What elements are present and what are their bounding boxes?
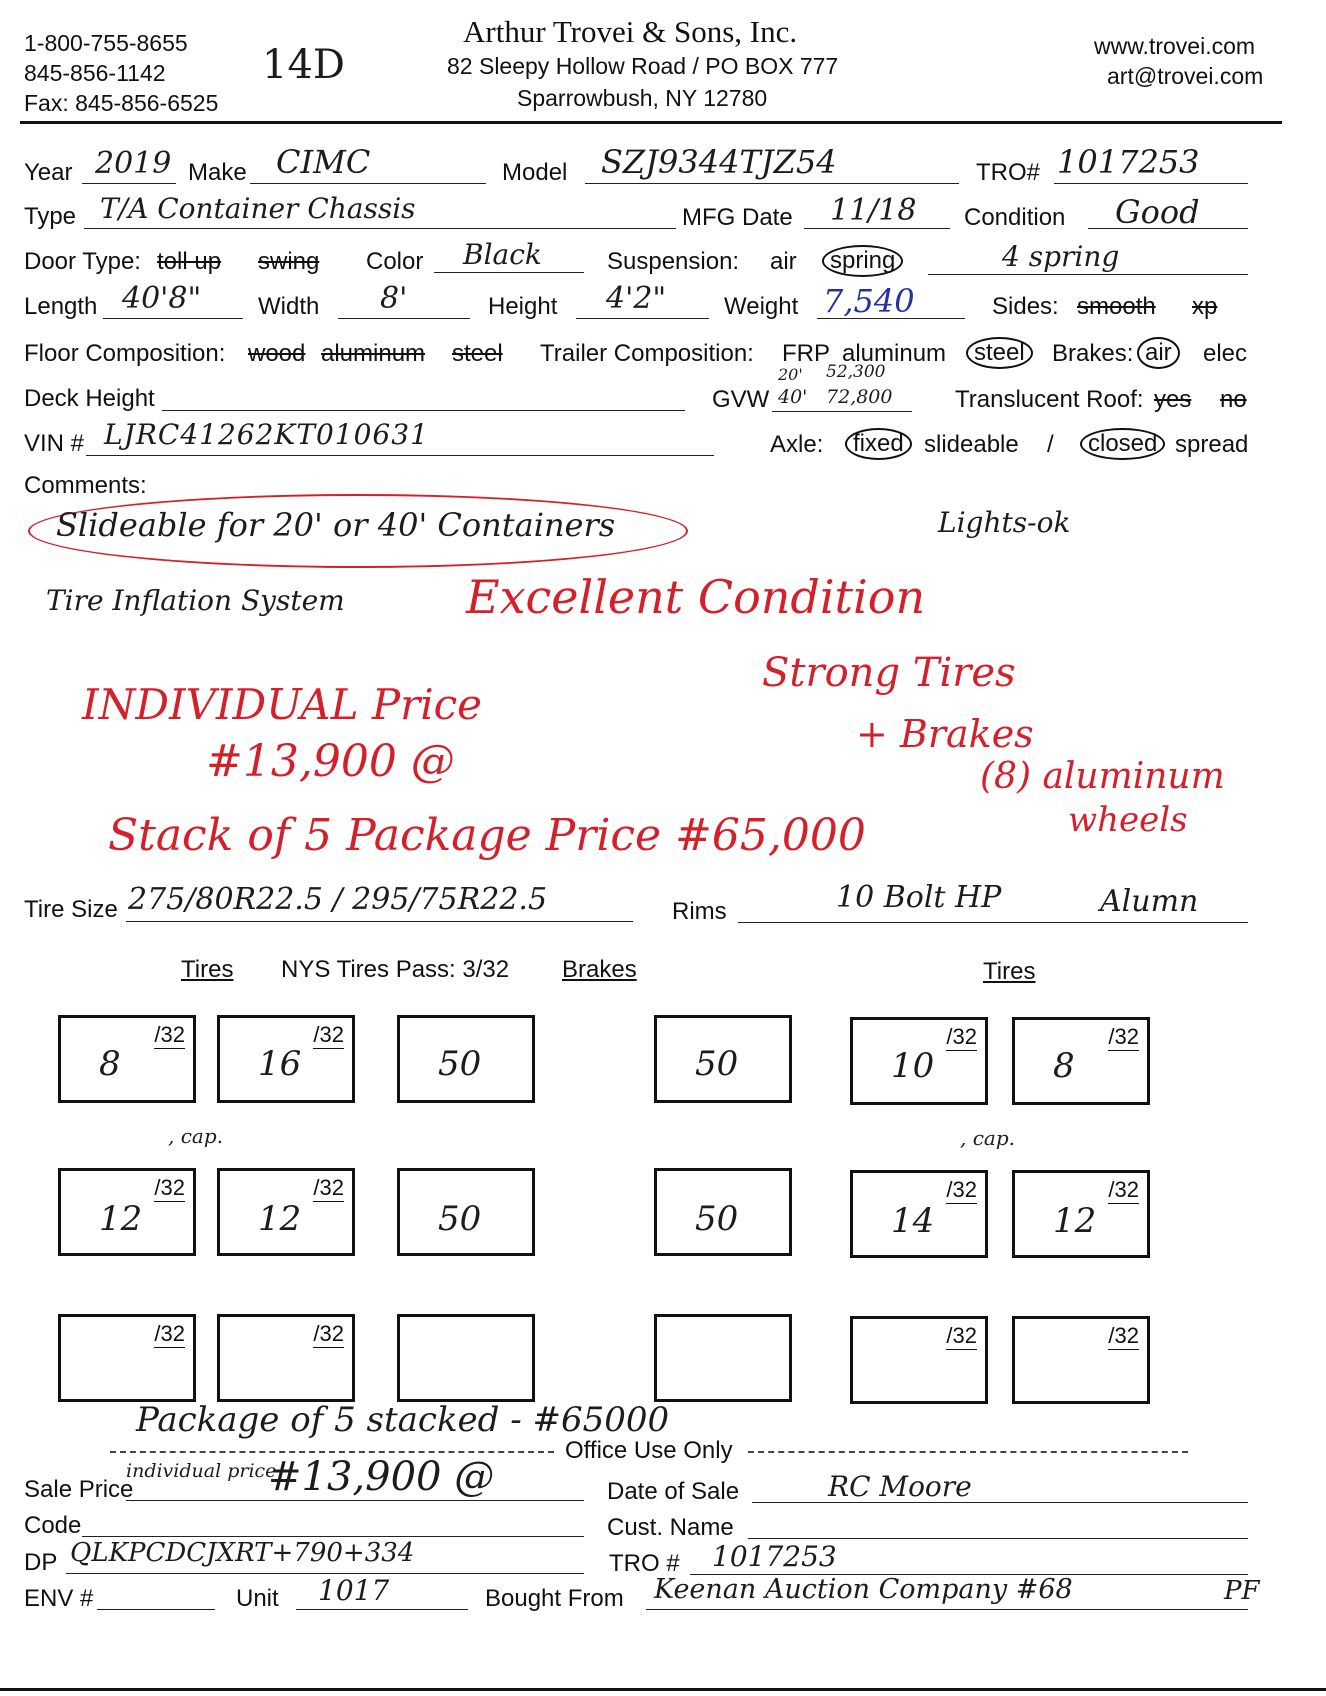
comment-tire-inflation: Tire Inflation System bbox=[46, 584, 345, 617]
company-name: Arthur Trovei & Sons, Inc. bbox=[463, 14, 798, 49]
tire-box: /32 bbox=[58, 1314, 196, 1402]
sides-option-xp: xp bbox=[1192, 293, 1218, 320]
door-option-toll-up: toll up bbox=[157, 248, 222, 275]
gvw-40-value: 72,800 bbox=[826, 386, 893, 408]
comment-strong-tires: Strong Tires bbox=[762, 650, 1016, 696]
floor-option-steel: steel bbox=[452, 340, 503, 367]
height-value: 4'2" bbox=[606, 281, 667, 316]
tro-value: 1017253 bbox=[1057, 143, 1200, 181]
tire-box: /32 16 bbox=[217, 1015, 355, 1103]
year-label: Year bbox=[24, 159, 73, 186]
dp-value: QLKPCDCJXRT+790+334 bbox=[70, 1538, 415, 1568]
brake-box: 50 bbox=[654, 1015, 792, 1103]
office-use-label: Office Use Only bbox=[565, 1437, 733, 1464]
comment-brakes: + Brakes bbox=[856, 712, 1034, 756]
trailer-option-steel: steel bbox=[966, 337, 1033, 369]
type-value: T/A Container Chassis bbox=[100, 192, 416, 225]
bottom-edge bbox=[0, 1688, 1326, 1691]
tire-box: /32 10 bbox=[850, 1017, 988, 1105]
cust-name-label: Cust. Name bbox=[607, 1514, 734, 1541]
company-address-1: 82 Sleepy Hollow Road / PO BOX 777 bbox=[447, 53, 839, 79]
tire-size-value: 275/80R22.5 / 295/75R22.5 bbox=[128, 882, 548, 917]
length-label: Length bbox=[24, 293, 98, 320]
vin-value: LJRC41262KT010631 bbox=[104, 418, 429, 451]
model-label: Model bbox=[502, 159, 568, 186]
trailer-composition-label: Trailer Composition: bbox=[540, 340, 754, 367]
rims-value-2: Alumn bbox=[1100, 884, 1199, 919]
fax: Fax: 845-856-6525 bbox=[24, 90, 219, 116]
tire-box: /32 12 bbox=[1012, 1170, 1150, 1258]
axle-slash: / bbox=[1047, 431, 1054, 458]
suspension-option-spring: spring bbox=[822, 245, 903, 277]
suspension-note: 4 spring bbox=[1002, 240, 1120, 273]
weight-label: Weight bbox=[724, 293, 799, 320]
mfg-date-value: 11/18 bbox=[830, 193, 917, 228]
roof-option-yes: yes bbox=[1154, 386, 1192, 413]
comment-slideable: Slideable for 20' or 40' Containers bbox=[56, 506, 616, 544]
date-of-sale-label: Date of Sale bbox=[607, 1478, 740, 1505]
brakes-label: Brakes: bbox=[1052, 340, 1134, 367]
make-value: CIMC bbox=[276, 143, 371, 181]
tire-box: /32 14 bbox=[850, 1170, 988, 1258]
weight-value: 7,540 bbox=[823, 282, 915, 320]
axle-option-closed: closed bbox=[1080, 428, 1165, 460]
color-value: Black bbox=[463, 238, 542, 271]
bought-from-value: Keenan Auction Company #68 bbox=[654, 1574, 1073, 1605]
tire-size-label: Tire Size bbox=[24, 896, 118, 923]
phone-2: 845-856-1142 bbox=[24, 60, 166, 86]
brakes-option-elec: elec bbox=[1203, 340, 1248, 367]
nys-tires-pass: NYS Tires Pass: 3/32 bbox=[281, 956, 510, 983]
trailer-option-aluminum: aluminum bbox=[842, 340, 947, 367]
floor-option-aluminum: aluminum bbox=[321, 340, 426, 367]
condition-label: Condition bbox=[964, 204, 1066, 231]
width-value: 8' bbox=[380, 281, 408, 316]
bought-from-label: Bought From bbox=[485, 1585, 624, 1612]
gvw-40-label: 40' bbox=[778, 386, 808, 408]
suspension-label: Suspension: bbox=[607, 248, 740, 275]
model-value: SZJ9344TJZ54 bbox=[601, 143, 837, 181]
rims-value: 10 Bolt HP bbox=[836, 880, 1002, 915]
trailer-option-frp: FRP bbox=[782, 340, 830, 367]
sides-label: Sides: bbox=[992, 293, 1059, 320]
comment-individual-price: INDIVIDUAL Price bbox=[82, 680, 483, 729]
sale-price-label: Sale Price bbox=[24, 1476, 134, 1503]
tire-box: /32 12 bbox=[217, 1168, 355, 1256]
make-label: Make bbox=[188, 159, 247, 186]
tro2-label: TRO # bbox=[609, 1550, 680, 1577]
phone-1: 1-800-755-8655 bbox=[24, 30, 188, 56]
axle-option-slideable: slideable bbox=[924, 431, 1019, 458]
roof-option-no: no bbox=[1220, 386, 1247, 413]
comment-individual-amount: #13,900 @ bbox=[206, 736, 455, 787]
company-address-2: Sparrowbush, NY 12780 bbox=[517, 85, 768, 111]
type-label: Type bbox=[24, 203, 77, 230]
website: www.trovei.com bbox=[1094, 33, 1256, 59]
translucent-roof-label: Translucent Roof: bbox=[955, 386, 1144, 413]
header-rule bbox=[20, 121, 1282, 124]
comment-excellent: Excellent Condition bbox=[466, 570, 926, 624]
comment-stack-price: Stack of 5 Package Price #65,000 bbox=[108, 810, 866, 861]
vin-label: VIN # bbox=[24, 430, 85, 457]
brakes-heading: Brakes bbox=[562, 956, 637, 983]
length-value: 40'8" bbox=[122, 281, 202, 316]
sides-option-smooth: smooth bbox=[1077, 293, 1156, 320]
unit-label: Unit bbox=[236, 1585, 279, 1612]
env-label: ENV # bbox=[24, 1585, 94, 1612]
deck-height-label: Deck Height bbox=[24, 385, 155, 412]
mfg-date-label: MFG Date bbox=[682, 204, 793, 231]
brake-box: 50 bbox=[397, 1015, 535, 1103]
unit-value: 1017 bbox=[318, 1574, 390, 1607]
brakes-option-air: air bbox=[1137, 337, 1180, 369]
gvw-20-label: 20' bbox=[778, 365, 803, 384]
comment-aluminum: (8) aluminum bbox=[980, 756, 1225, 797]
year-value: 2019 bbox=[95, 146, 172, 181]
dp-label: DP bbox=[24, 1549, 58, 1576]
brake-box bbox=[654, 1314, 792, 1402]
axle-label: Axle: bbox=[770, 431, 824, 458]
gvw-20-value: 52,300 bbox=[826, 362, 886, 382]
tro2-value: 1017253 bbox=[712, 1540, 837, 1573]
width-label: Width bbox=[258, 293, 320, 320]
tire-box: /32 8 bbox=[1012, 1017, 1150, 1105]
tro-label: TRO# bbox=[976, 159, 1041, 186]
color-label: Color bbox=[366, 248, 424, 275]
header-note: 14D bbox=[262, 42, 345, 88]
rims-label: Rims bbox=[672, 898, 727, 925]
door-option-swing: swing bbox=[258, 248, 320, 275]
package-note: Package of 5 stacked - #65000 bbox=[136, 1400, 670, 1440]
initials: PF bbox=[1224, 1576, 1260, 1606]
height-label: Height bbox=[488, 293, 558, 320]
tire-box: /32 12 bbox=[58, 1168, 196, 1256]
cap-note-right: , cap. bbox=[960, 1126, 1015, 1150]
tires-heading-left: Tires bbox=[181, 956, 234, 983]
condition-value: Good bbox=[1115, 193, 1200, 231]
suspension-option-air: air bbox=[770, 248, 797, 275]
individual-price-note: individual price bbox=[126, 1460, 277, 1482]
brake-box: 50 bbox=[397, 1168, 535, 1256]
comment-wheels: wheels bbox=[1068, 800, 1188, 840]
tires-heading-right: Tires bbox=[983, 958, 1036, 985]
comment-lights: Lights-ok bbox=[938, 506, 1071, 539]
sale-price-value: #13,900 @ bbox=[268, 1454, 495, 1500]
code-label: Code bbox=[24, 1512, 82, 1539]
tire-box: /32 bbox=[850, 1316, 988, 1404]
door-type-label: Door Type: bbox=[24, 248, 141, 275]
tire-box: /32 bbox=[1012, 1316, 1150, 1404]
floor-composition-label: Floor Composition: bbox=[24, 340, 226, 367]
email: art@trovei.com bbox=[1107, 63, 1264, 89]
floor-option-wood: wood bbox=[248, 340, 306, 367]
gvw-label: GVW bbox=[712, 386, 770, 413]
brake-box bbox=[397, 1314, 535, 1402]
axle-option-fixed: fixed bbox=[845, 428, 912, 460]
comments-label: Comments: bbox=[24, 472, 147, 499]
axle-option-spread: spread bbox=[1175, 431, 1249, 458]
tire-box: /32 8 bbox=[58, 1015, 196, 1103]
cap-note-left: , cap. bbox=[168, 1124, 223, 1148]
brake-box: 50 bbox=[654, 1168, 792, 1256]
date-of-sale-value: RC Moore bbox=[828, 1470, 972, 1503]
tire-box: /32 bbox=[217, 1314, 355, 1402]
